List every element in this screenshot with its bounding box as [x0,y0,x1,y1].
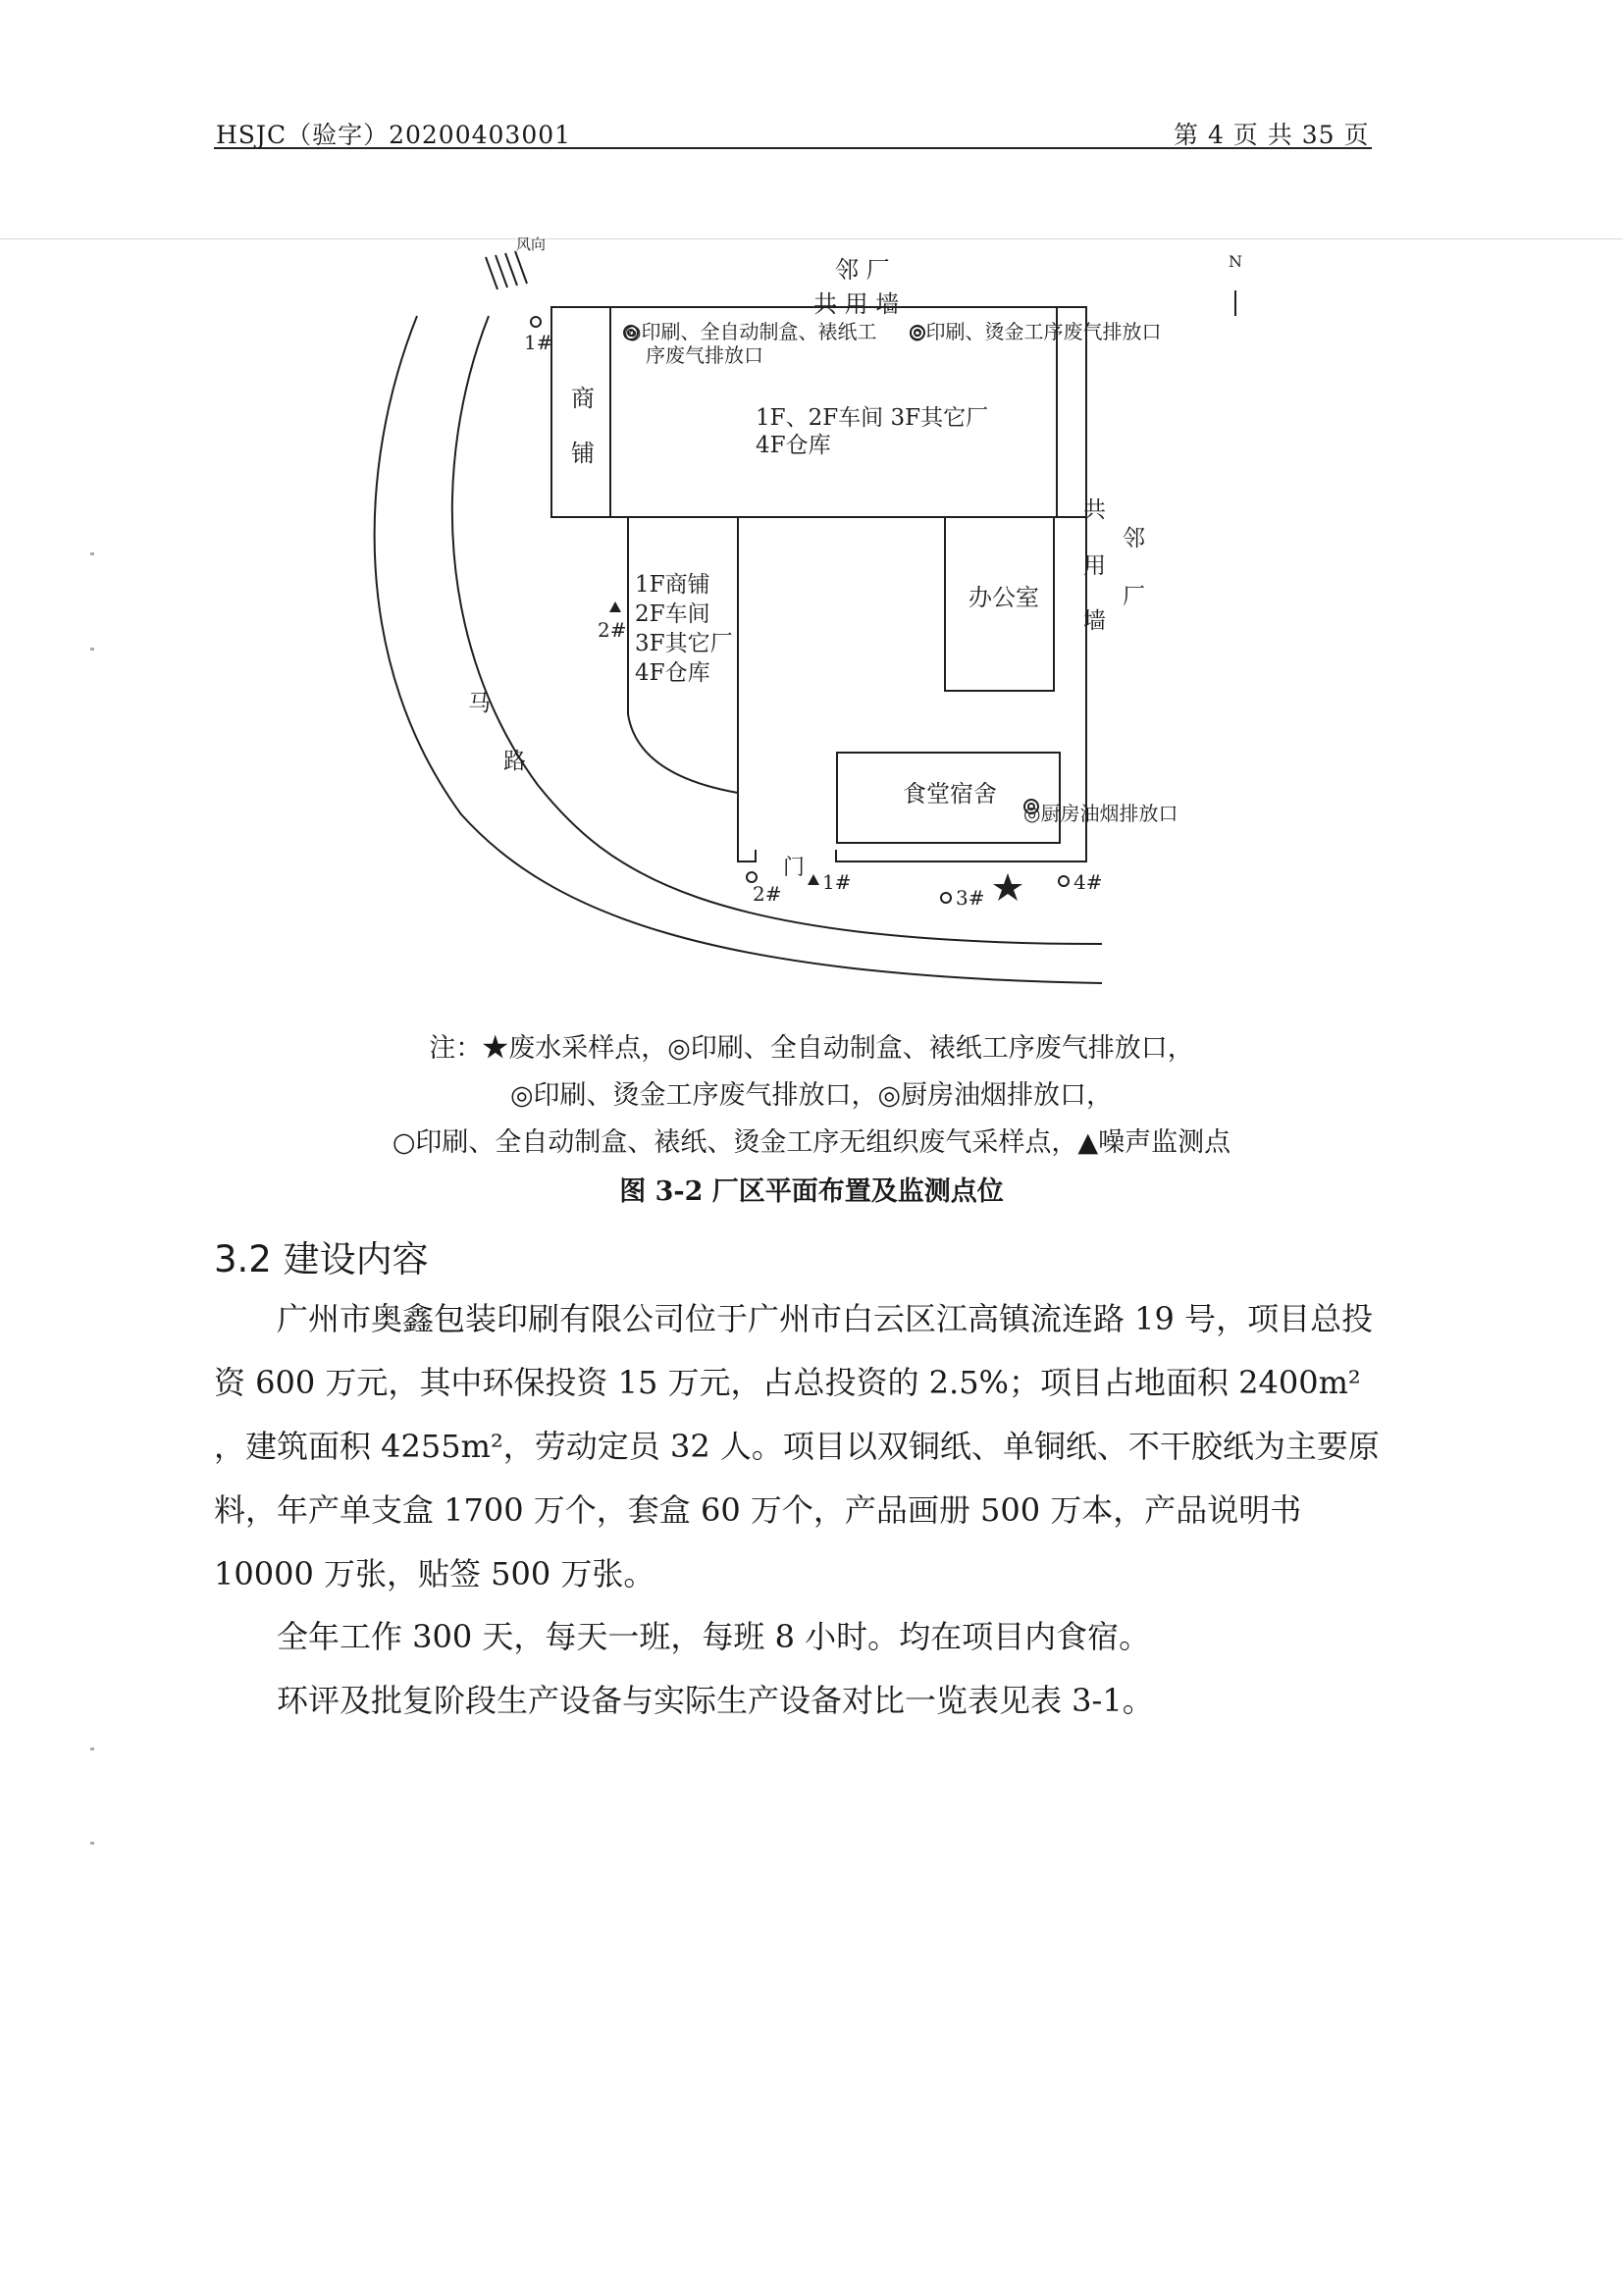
office-label: 办公室 [969,584,1039,611]
wind-arrow-3 [505,253,517,286]
right-wall-a-1: 共 [1083,497,1106,523]
air-point-3-label: 3# [956,886,985,910]
scan-speck [90,1842,94,1845]
gate-label: 门 [783,856,806,880]
right-wall-b-1: 邻 [1123,526,1145,551]
air-sampling-point-3 [941,893,951,903]
exhaust-a-label-1: ◎印刷、全自动制盒、裱纸工 [624,320,877,343]
scan-speck [90,552,94,555]
main-building-label-2: 4F仓库 [756,433,831,458]
side-building-label-1: 1F商铺 [635,572,710,598]
noise-point-2 [609,601,621,612]
scan-speck [90,1748,94,1750]
air-sampling-point-1 [531,317,541,327]
canteen-label: 食堂宿舍 [903,780,997,808]
wind-arrow-1 [486,257,497,289]
noise-point-1-label: 1# [822,870,852,894]
side-building-label-2: 2F车间 [635,601,710,627]
wind-arrow-4 [515,251,527,284]
shop-label-2: 铺 [571,440,595,467]
neighbor-top-label: 邻 厂 [835,256,890,284]
side-building-label-4: 4F仓库 [635,660,710,686]
paragraph-text: 全年工作 300 天，每天一班，每班 8 小时。均在项目内食宿。 [277,1618,1151,1655]
shop-building [551,307,610,517]
yard-boundary [738,517,756,861]
shop-label-1: 商 [571,385,595,412]
right-wall-b-2: 厂 [1123,584,1145,609]
paragraph-project-info [214,1287,1395,1606]
wastewater-sampling-star [993,873,1022,901]
road-label-1: 马 [468,691,491,716]
side-building-label-3: 3F其它厂 [635,631,733,656]
paragraph-text: 广州市奥鑫包装印刷有限公司位于广州市白云区江高镇流连路 19 号，项目总投资 600 万元，其中环保投资 15 万元，占总投资的 2.5%；项目占地面积 2400m² ，建筑面积 4255m²，劳动定员 32 人。项目以双铜纸、单铜纸、不干胶纸为主要原料，年产单支盒 1700 万个，套盒 60 万个，产品画册 500 万本，产品说明书 10000 万张，贴签 500 万张。 [214,1300,1380,1592]
north-label: N [1229,252,1242,271]
section-title: 3.2 建设内容 [214,1238,429,1280]
legend-note-1: 注：★废水采样点，◎印刷、全自动制盒、裱纸工序废气排放口， [429,1033,1194,1064]
air-sampling-point-2 [747,872,757,882]
page-number: 第 4 页 共 35 页 [1174,121,1370,149]
air-sampling-point-4 [1059,876,1069,886]
paragraph-work-schedule [214,1605,1395,1669]
right-wall-a-3: 墙 [1083,608,1106,634]
road-label-2: 路 [503,749,526,774]
exhaust-a-label-2: 序废气排放口 [646,343,763,367]
main-building-label-1: 1F、2F车间 3F其它厂 [756,405,989,431]
right-wall-a-2: 用 [1083,553,1106,579]
kitchen-exhaust-label: ◎厨房油烟排放口 [1023,802,1178,825]
noise-point-1 [808,874,819,885]
scan-speck [90,648,94,651]
wind-arrow-2 [496,255,507,287]
wind-label: 风向 [516,235,547,253]
shared-wall-top-label: 共 用 墙 [813,290,900,318]
air-point-4-label: 4# [1073,870,1103,894]
paragraph-equipment-reference [214,1669,1395,1733]
legend-note-3: ○印刷、全自动制盒、裱纸、烫金工序无组织废气采样点，▲噪声监测点 [392,1127,1231,1158]
figure-caption: 图 3-2 厂区平面布置及监测点位 [619,1176,1004,1207]
air-point-2-label: 2# [753,882,782,906]
exhaust-b-label: ◎印刷、烫金工序废气排放口 [909,320,1162,343]
site-plan-figure [0,0,1623,1020]
paragraph-text: 环评及批复阶段生产设备与实际生产设备对比一览表见表 3-1。 [277,1682,1154,1719]
report-number: HSJC（验字）20200403001 [216,121,572,149]
air-point-1-label: 1# [524,331,553,354]
legend-note-2: ◎印刷、烫金工序废气排放口，◎厨房油烟排放口， [509,1080,1114,1111]
noise-point-2-label: 2# [598,618,627,642]
